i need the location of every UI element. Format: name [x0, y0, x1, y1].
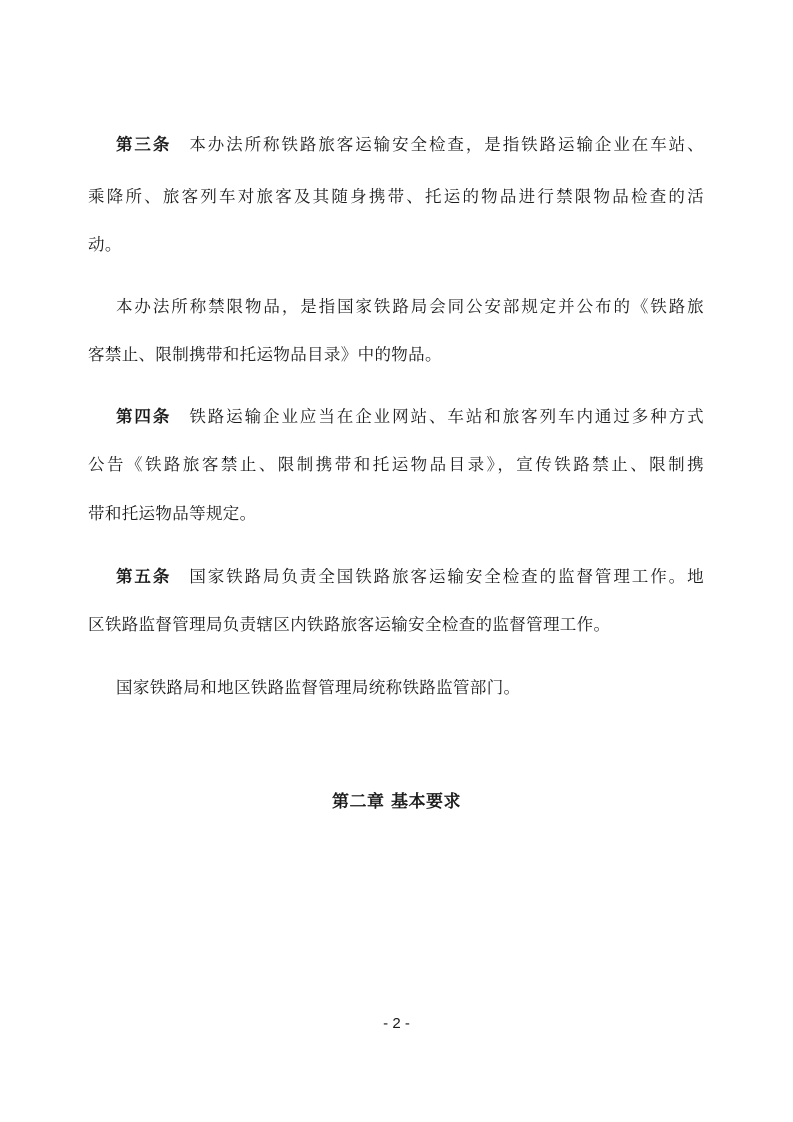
article5-line2: 区铁路监督管理局负责辖区内铁路旅客运输安全检查的监督管理工作。: [88, 615, 611, 634]
page-number: - 2 -: [383, 1015, 410, 1032]
article3-para2-line1: 本办法所称禁限物品，是指国家铁路局会同公安部规定并公布的《铁路旅: [116, 297, 704, 316]
article5-para2-line1: 国家铁路局和地区铁路监督管理局统称铁路监管部门。: [116, 678, 521, 697]
article3-heading: 第三条: [116, 135, 172, 154]
article3-para2-line2: 客禁止、限制携带和托运物品目录》中的物品。: [88, 345, 442, 364]
article5-heading: 第五条: [116, 567, 172, 586]
article3-line2: 乘降所、旅客列车对旅客及其随身携带、托运的物品进行禁限物品检查的活: [88, 187, 704, 206]
article4-line1: [116, 405, 704, 429]
article4-line2: 公告《铁路旅客禁止、限制携带和托运物品目录》，宣传铁路禁止、限制携: [88, 455, 704, 474]
article4-line3: 带和托运物品等规定。: [88, 504, 257, 523]
article5-text-line1: 国家铁路局负责全国铁路旅客运输安全检查的监督管理工作。地: [189, 567, 704, 586]
article5-line1: [116, 565, 704, 589]
article3-text-line1: 本办法所称铁路旅客运输安全检查，是指铁路运输企业在车站、: [189, 135, 704, 154]
article4-text-line1: 铁路运输企业应当在企业网站、车站和旅客列车内通过多种方式: [189, 407, 704, 426]
article3-line1: [116, 133, 704, 157]
chapter-title: 第二章 基本要求: [332, 792, 461, 812]
article3-line3: 动。: [88, 235, 122, 254]
article4-heading: 第四条: [116, 407, 172, 426]
